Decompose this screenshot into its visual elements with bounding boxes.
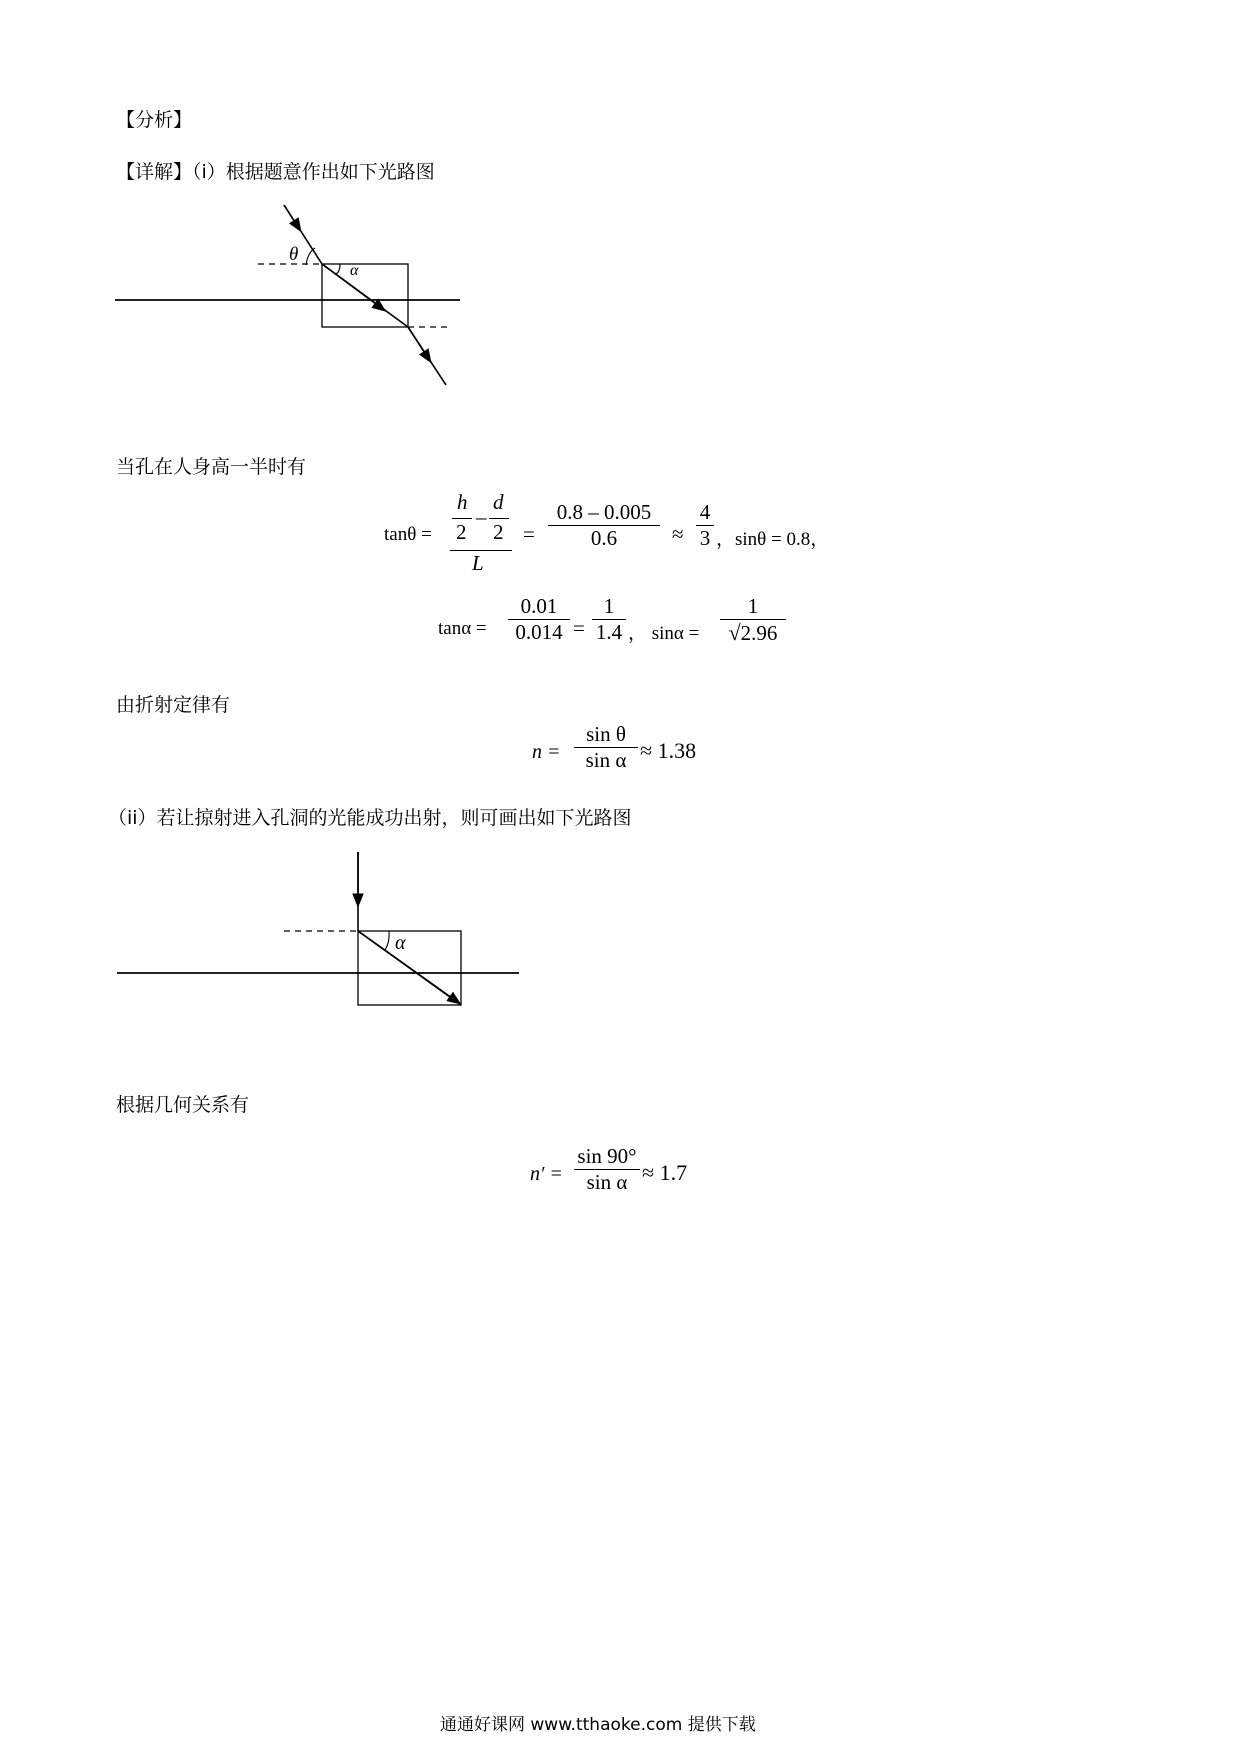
eq3-den: sin α [585,748,627,772]
eq3-num: sin θ [586,722,626,746]
eq4-num: sin 90° [577,1144,637,1168]
eq2-eq: = [573,616,585,640]
eq1-two-b: 2 [493,520,504,544]
eq4-den: sin α [586,1170,628,1194]
eq1-num: 0.8 – 0.005 [556,500,652,524]
eq2-den: 0.014 [515,620,563,644]
eq1-lhs: tanθ = [384,524,432,545]
eq3-result: ≈ 1.38 [640,738,697,763]
eq4-result: ≈ 1.7 [642,1160,688,1185]
text-geometry: 根据几何关系有 [116,1094,250,1116]
alpha-label-2: α [395,932,406,954]
eq4-frac [574,1144,640,1195]
eq4-lhs: n′ = [530,1163,563,1185]
eq1-h: h [457,490,468,514]
eq2-sin-lhs: ， sinα = [628,623,700,644]
eq3-lhs: n = [532,741,561,763]
eq1-approx: ≈ [672,522,684,546]
eq1-four: 4 [699,500,711,524]
eq1-minus: – [476,505,487,529]
part1-intro: （i）根据题意作出如下光路图 [192,161,435,183]
eq1-L: L [472,551,484,575]
eq1-two-a: 2 [456,520,467,544]
text-refraction-law: 由折射定律有 [116,694,231,716]
eq1-eq: = [523,522,535,546]
analysis-heading: 【分析】 [116,109,193,131]
text-half-height: 当孔在人身高一半时有 [116,456,307,478]
eq2-lhs: tanα = [438,618,487,639]
eq1-d: d [493,490,504,514]
eq1-three: 3 [699,526,711,550]
footer-text: 通通好课网 www.tthaoke.com 提供下载 [440,1715,756,1735]
theta-label: θ [289,244,299,265]
eq2-one: 1 [603,594,615,618]
alpha-arc-2 [385,931,389,950]
eq1-den: 0.6 [590,526,618,550]
eq2-one-four: 1.4 [595,620,623,644]
eq1-tail: ，sinθ = 0.8， [716,529,830,550]
part2-intro: （ii）若让掠射进入孔洞的光能成功出射，则可画出如下光路图 [108,807,632,829]
eq2-sqrt: √2.96 [728,620,778,645]
eq2-one-b: 1 [747,594,759,618]
alpha-label-1: α [350,262,359,279]
detail-label: 【详解】 [116,161,193,183]
eq2-num: 0.01 [520,594,558,618]
